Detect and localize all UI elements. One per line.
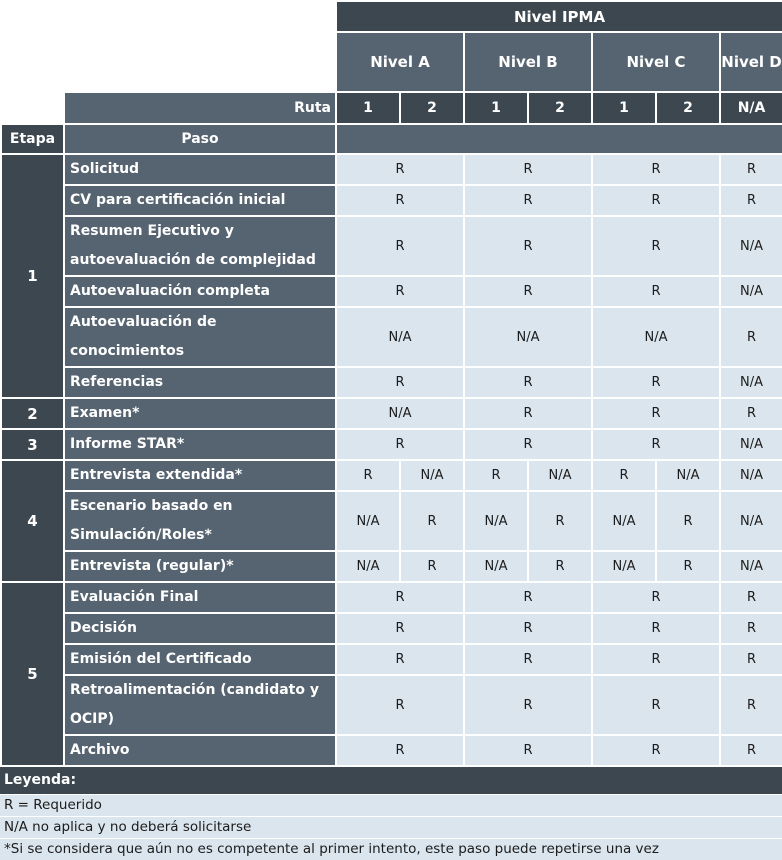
ruta-value: 1 — [593, 93, 655, 123]
legend-line: N/A no aplica y no deberá solicitarse — [0, 817, 782, 838]
requirement-cell: R — [465, 676, 591, 734]
paso-cell: Autoevaluación completa — [65, 277, 335, 306]
requirement-cell: R — [337, 430, 463, 459]
requirement-cell: N/A — [721, 461, 782, 490]
requirement-cell: R — [593, 645, 719, 674]
requirement-cell: R — [721, 186, 782, 215]
requirement-cell: N/A — [593, 552, 655, 581]
requirement-cell: R — [337, 736, 463, 765]
requirement-cell: R — [721, 155, 782, 184]
ruta-value: N/A — [721, 93, 782, 123]
requirement-cell: R — [593, 399, 719, 428]
requirement-cell: N/A — [721, 277, 782, 306]
requirement-cell: N/A — [657, 461, 719, 490]
ruta-value: 1 — [465, 93, 527, 123]
requirement-cell: R — [593, 186, 719, 215]
ruta-value: 1 — [337, 93, 399, 123]
requirement-cell: N/A — [721, 217, 782, 275]
requirement-cell: N/A — [337, 552, 399, 581]
requirement-cell: N/A — [465, 308, 591, 366]
requirement-cell: R — [465, 583, 591, 612]
requirement-cell: R — [465, 277, 591, 306]
requirement-cell: R — [593, 430, 719, 459]
legend-line: *Si se considera que aún no es competente al primer intento, este paso puede repetirse una vez — [0, 839, 782, 860]
etapa-number: 3 — [2, 430, 63, 459]
requirement-cell: R — [465, 614, 591, 643]
requirement-cell: N/A — [593, 492, 655, 550]
paso-cell: Examen* — [65, 399, 335, 428]
requirement-cell: N/A — [465, 492, 527, 550]
requirement-cell: R — [465, 399, 591, 428]
ruta-blank — [2, 93, 63, 123]
paso-cell: Entrevista extendida* — [65, 461, 335, 490]
paso-cell: Escenario basado en Simulación/Roles* — [65, 492, 335, 550]
requirement-cell: R — [593, 676, 719, 734]
requirement-cell: R — [593, 461, 655, 490]
paso-cell: Evaluación Final — [65, 583, 335, 612]
paso-cell: Retroalimentación (candidato y OCIP) — [65, 676, 335, 734]
requirement-cell: R — [721, 583, 782, 612]
requirement-cell: R — [721, 614, 782, 643]
requirement-cell: R — [593, 736, 719, 765]
level-header: Nivel B — [465, 33, 591, 91]
requirement-cell: R — [657, 492, 719, 550]
paso-cell: Archivo — [65, 736, 335, 765]
etapa-number: 1 — [2, 155, 63, 397]
requirement-cell: N/A — [593, 308, 719, 366]
requirement-cell: R — [337, 676, 463, 734]
requirement-cell: N/A — [721, 430, 782, 459]
etapa-number: 4 — [2, 461, 63, 581]
requirement-cell: R — [529, 552, 591, 581]
requirement-cell: R — [721, 676, 782, 734]
requirement-cell: R — [337, 368, 463, 397]
requirement-cell: R — [721, 736, 782, 765]
ruta-value: 2 — [657, 93, 719, 123]
requirement-cell: R — [337, 461, 399, 490]
requirement-cell: N/A — [721, 552, 782, 581]
requirement-cell: N/A — [721, 368, 782, 397]
requirement-cell: R — [593, 614, 719, 643]
requirement-cell: R — [337, 277, 463, 306]
corner-blank — [2, 2, 335, 91]
paso-cell: Entrevista (regular)* — [65, 552, 335, 581]
paso-cell: Informe STAR* — [65, 430, 335, 459]
ruta-value: 2 — [401, 93, 463, 123]
requirement-cell: N/A — [721, 492, 782, 550]
legend — [0, 767, 782, 860]
paso-cell: Decisión — [65, 614, 335, 643]
requirement-cell: R — [337, 583, 463, 612]
paso-cell: Resumen Ejecutivo y autoevaluación de complejidad — [65, 217, 335, 275]
requirement-cell: N/A — [337, 492, 399, 550]
requirement-cell: R — [337, 217, 463, 275]
etapa-number: 5 — [2, 583, 63, 765]
requirement-cell: R — [721, 308, 782, 366]
level-header: Nivel D — [721, 33, 782, 91]
requirement-cell: N/A — [529, 461, 591, 490]
requirement-cell: R — [593, 277, 719, 306]
requirement-cell: R — [337, 645, 463, 674]
requirement-cell: R — [465, 645, 591, 674]
paso-header: Paso — [65, 125, 335, 153]
requirement-cell: N/A — [337, 308, 463, 366]
paso-cell: Solicitud — [65, 155, 335, 184]
etapa-header: Etapa — [2, 125, 63, 153]
paso-cell: CV para certificación inicial — [65, 186, 335, 215]
requirement-cell: R — [593, 217, 719, 275]
requirement-cell: R — [721, 645, 782, 674]
requirement-cell: R — [465, 368, 591, 397]
legend-title: Leyenda: — [0, 767, 782, 794]
requirement-cell: R — [465, 736, 591, 765]
requirement-cell: R — [465, 430, 591, 459]
legend-line: R = Requerido — [0, 795, 782, 816]
requirement-cell: R — [593, 583, 719, 612]
requirement-cell: R — [657, 552, 719, 581]
paso-cell: Autoevaluación de conocimientos — [65, 308, 335, 366]
requirement-cell: R — [593, 155, 719, 184]
requirement-cell: N/A — [465, 552, 527, 581]
requirement-cell: R — [721, 399, 782, 428]
requirement-cell: N/A — [401, 461, 463, 490]
etapa-number: 2 — [2, 399, 63, 428]
level-header: Nivel C — [593, 33, 719, 91]
requirement-cell: R — [465, 217, 591, 275]
ruta-label: Ruta — [65, 93, 335, 123]
requirement-cell: R — [593, 368, 719, 397]
paso-cell: Emisión del Certificado — [65, 645, 335, 674]
header-filler — [337, 125, 782, 153]
requirement-cell: R — [465, 186, 591, 215]
requirement-cell: R — [337, 186, 463, 215]
nivel-ipma-header: Nivel IPMA — [337, 2, 782, 31]
level-header: Nivel A — [337, 33, 463, 91]
requirement-cell: R — [401, 552, 463, 581]
ruta-value: 2 — [529, 93, 591, 123]
requirement-cell: N/A — [337, 399, 463, 428]
requirement-cell: R — [337, 155, 463, 184]
paso-cell: Referencias — [65, 368, 335, 397]
requirement-cell: R — [401, 492, 463, 550]
requirement-cell: R — [337, 614, 463, 643]
requirement-cell: R — [529, 492, 591, 550]
requirement-cell: R — [465, 155, 591, 184]
requirement-cell: R — [465, 461, 527, 490]
